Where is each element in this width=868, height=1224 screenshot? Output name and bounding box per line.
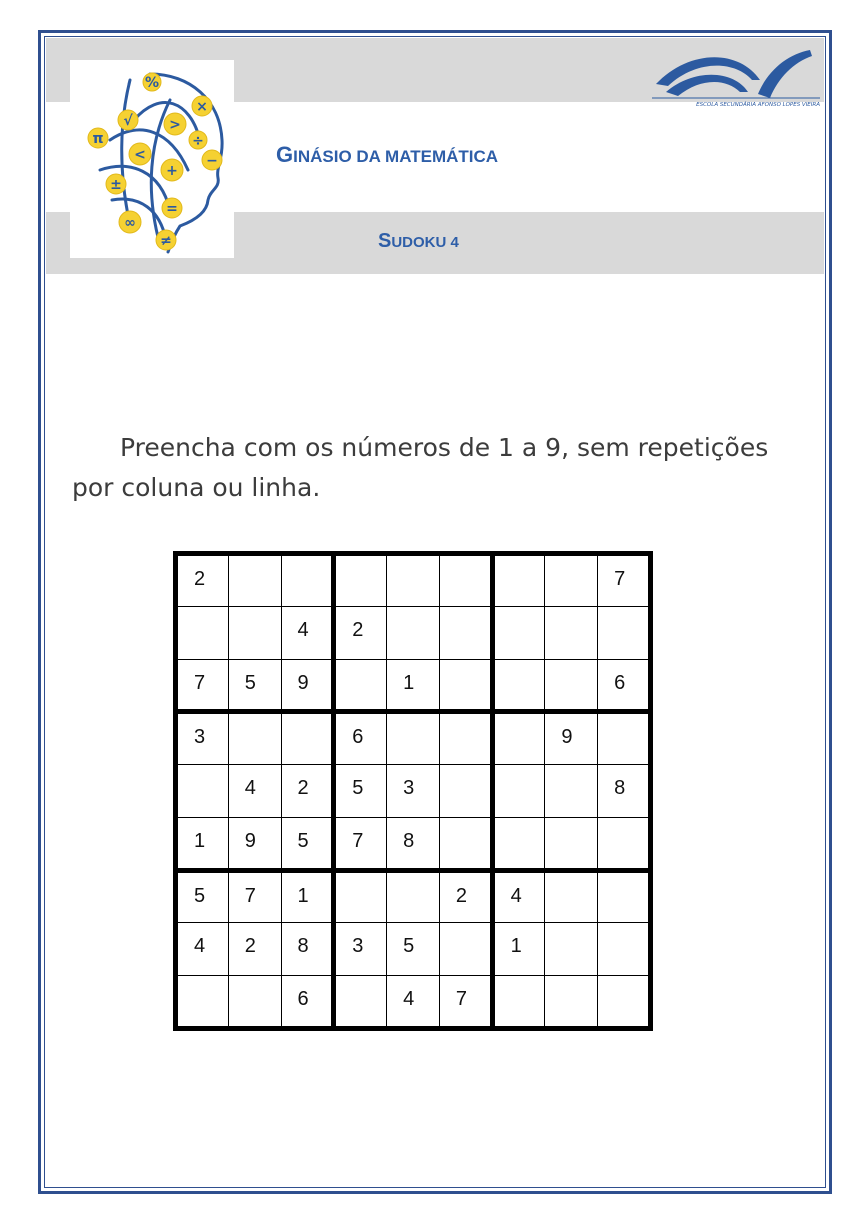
sudoku-cell[interactable] bbox=[439, 870, 492, 923]
math-gym-logo bbox=[70, 60, 234, 258]
sudoku-cell-value: 3 bbox=[194, 726, 206, 749]
sudoku-cell-value: 4 bbox=[297, 618, 309, 641]
sudoku-cell[interactable] bbox=[598, 554, 651, 607]
school-name: ESCOLA SECUNDÁRIA AFONSO LOPES VIEIRA bbox=[696, 102, 820, 108]
sudoku-cell[interactable] bbox=[439, 606, 492, 659]
sudoku-cell-value bbox=[495, 556, 545, 568]
sudoku-cell-value: 3 bbox=[352, 935, 364, 958]
sudoku-cell[interactable] bbox=[545, 817, 598, 870]
sudoku-cell-value bbox=[336, 976, 386, 988]
sudoku-cell[interactable] bbox=[228, 976, 281, 1029]
sudoku-cell[interactable] bbox=[387, 817, 440, 870]
sudoku-cell-value bbox=[440, 556, 490, 568]
sudoku-cell-value: 8 bbox=[614, 777, 626, 800]
sudoku-cell[interactable] bbox=[492, 817, 545, 870]
sudoku-cell[interactable] bbox=[228, 659, 281, 712]
page-title-rest: INÁSIO DA MATEMÁTICA bbox=[293, 147, 499, 166]
sudoku-cell-value bbox=[545, 765, 597, 777]
sudoku-cell-value: 1 bbox=[510, 935, 522, 958]
sudoku-cell-value bbox=[598, 607, 648, 619]
sudoku-cell[interactable] bbox=[176, 606, 229, 659]
sudoku-cell-value bbox=[495, 765, 545, 777]
sudoku-cell[interactable] bbox=[387, 659, 440, 712]
sudoku-cell-value bbox=[598, 818, 648, 830]
sudoku-cell-value: 4 bbox=[510, 884, 522, 907]
sudoku-cell[interactable] bbox=[598, 712, 651, 765]
sudoku-cell[interactable] bbox=[281, 659, 334, 712]
sudoku-cell-value bbox=[495, 976, 545, 988]
sudoku-cell-value: 5 bbox=[194, 884, 206, 907]
sudoku-cell[interactable] bbox=[598, 923, 651, 976]
sudoku-cell[interactable] bbox=[439, 817, 492, 870]
sudoku-row bbox=[176, 712, 651, 765]
sudoku-cell-value bbox=[495, 607, 545, 619]
sudoku-cell-value bbox=[440, 607, 490, 619]
sudoku-cell-value: 7 bbox=[352, 829, 364, 852]
sudoku-cell[interactable] bbox=[492, 765, 545, 818]
sudoku-cell[interactable] bbox=[334, 870, 387, 923]
sudoku-cell[interactable] bbox=[545, 923, 598, 976]
sudoku-cell[interactable] bbox=[387, 606, 440, 659]
sudoku-cell-value bbox=[495, 714, 545, 726]
sudoku-row bbox=[176, 606, 651, 659]
sudoku-cell[interactable] bbox=[439, 765, 492, 818]
sudoku-cell[interactable] bbox=[176, 976, 229, 1029]
logo-symbol: < bbox=[134, 147, 146, 163]
sudoku-cell-value bbox=[598, 976, 648, 988]
sudoku-cell-value: 8 bbox=[297, 935, 309, 958]
sudoku-cell[interactable] bbox=[439, 712, 492, 765]
page-title bbox=[276, 142, 498, 168]
sudoku-cell[interactable] bbox=[598, 870, 651, 923]
sudoku-cell[interactable] bbox=[228, 712, 281, 765]
sudoku-cell[interactable] bbox=[492, 712, 545, 765]
sudoku-cell-value: 7 bbox=[194, 671, 206, 694]
sudoku-cell[interactable] bbox=[387, 923, 440, 976]
sudoku-cell[interactable] bbox=[545, 606, 598, 659]
sudoku-cell-value: 9 bbox=[561, 726, 573, 749]
sudoku-cell-value: 6 bbox=[297, 988, 309, 1011]
sudoku-cell[interactable] bbox=[334, 765, 387, 818]
sudoku-cell-value: 5 bbox=[244, 671, 256, 694]
sudoku-cell-value: 6 bbox=[352, 726, 364, 749]
sudoku-cell[interactable] bbox=[387, 712, 440, 765]
sudoku-cell[interactable] bbox=[176, 870, 229, 923]
sudoku-cell-value bbox=[387, 873, 439, 885]
logo-symbol: + bbox=[166, 163, 178, 179]
sudoku-cell-value bbox=[545, 607, 597, 619]
sudoku-cell-value: 4 bbox=[194, 935, 206, 958]
sudoku-cell[interactable] bbox=[492, 976, 545, 1029]
sudoku-cell-value: 4 bbox=[244, 777, 256, 800]
sudoku-cell[interactable] bbox=[176, 817, 229, 870]
sudoku-cell[interactable] bbox=[598, 659, 651, 712]
sudoku-cell-value bbox=[229, 714, 281, 726]
sudoku-cell[interactable] bbox=[439, 923, 492, 976]
sudoku-cell[interactable] bbox=[281, 870, 334, 923]
sudoku-cell[interactable] bbox=[228, 606, 281, 659]
sudoku-cell-value bbox=[495, 660, 545, 672]
sudoku-cell[interactable] bbox=[492, 554, 545, 607]
instructions-text: Preencha com os números de 1 a 9, sem repetições por coluna ou linha. bbox=[72, 433, 769, 502]
sudoku-cell-value bbox=[282, 714, 332, 726]
sudoku-cell[interactable] bbox=[176, 923, 229, 976]
sudoku-cell[interactable] bbox=[281, 554, 334, 607]
sudoku-cell-value bbox=[598, 923, 648, 935]
sudoku-cell[interactable] bbox=[228, 923, 281, 976]
sudoku-cell[interactable] bbox=[334, 976, 387, 1029]
sudoku-cell[interactable] bbox=[545, 554, 598, 607]
page-subtitle-rest: UDOKU 4 bbox=[391, 234, 459, 251]
sudoku-row bbox=[176, 765, 651, 818]
sudoku-cell[interactable] bbox=[334, 923, 387, 976]
sudoku-cell[interactable] bbox=[492, 923, 545, 976]
logo-symbol: = bbox=[166, 201, 178, 217]
page-subtitle bbox=[378, 230, 459, 253]
sudoku-cell-value bbox=[229, 556, 281, 568]
sudoku-cell[interactable] bbox=[228, 870, 281, 923]
sudoku-cell-value bbox=[336, 556, 386, 568]
sudoku-cell-value bbox=[178, 976, 228, 988]
sudoku-cell-value: 9 bbox=[244, 829, 256, 852]
sudoku-cell-value: 1 bbox=[194, 829, 206, 852]
sudoku-cell[interactable] bbox=[387, 870, 440, 923]
sudoku-row bbox=[176, 923, 651, 976]
sudoku-cell-value bbox=[178, 765, 228, 777]
sudoku-cell-value bbox=[387, 556, 439, 568]
sudoku-cell-value bbox=[440, 923, 490, 935]
sudoku-cell[interactable] bbox=[598, 765, 651, 818]
sudoku-cell-value bbox=[545, 976, 597, 988]
sudoku-cell-value bbox=[545, 923, 597, 935]
sudoku-cell-value: 2 bbox=[352, 618, 364, 641]
sudoku-cell-value: 8 bbox=[403, 829, 415, 852]
logo-symbol: ≠ bbox=[160, 233, 172, 249]
logo-symbol: ± bbox=[110, 177, 122, 193]
sudoku-cell-value bbox=[545, 873, 597, 885]
sudoku-cell-value bbox=[229, 607, 281, 619]
sudoku-cell[interactable] bbox=[545, 870, 598, 923]
sudoku-cell[interactable] bbox=[439, 659, 492, 712]
sudoku-cell[interactable] bbox=[439, 976, 492, 1029]
logo-symbol: ÷ bbox=[192, 133, 204, 149]
sudoku-row bbox=[176, 554, 651, 607]
sudoku-cell[interactable] bbox=[387, 765, 440, 818]
sudoku-cell-value bbox=[440, 765, 490, 777]
sudoku-cell-value: 1 bbox=[403, 671, 415, 694]
sudoku-cell-value bbox=[282, 556, 332, 568]
sudoku-cell[interactable] bbox=[492, 870, 545, 923]
sudoku-cell-value: 5 bbox=[352, 777, 364, 800]
sudoku-cell-value bbox=[336, 660, 386, 672]
sudoku-cell-value: 5 bbox=[403, 935, 415, 958]
sudoku-cell-value: 9 bbox=[297, 671, 309, 694]
sudoku-row bbox=[176, 817, 651, 870]
sudoku-cell-value: 2 bbox=[455, 884, 467, 907]
sudoku-cell[interactable] bbox=[545, 712, 598, 765]
sudoku-cell[interactable] bbox=[228, 765, 281, 818]
logo-symbol: × bbox=[196, 99, 208, 115]
sudoku-cell-value bbox=[545, 660, 597, 672]
sudoku-cell[interactable] bbox=[334, 554, 387, 607]
sudoku-cell-value bbox=[387, 607, 439, 619]
sudoku-cell-value: 2 bbox=[297, 777, 309, 800]
sudoku-cell-value bbox=[229, 976, 281, 988]
sudoku-cell[interactable] bbox=[492, 659, 545, 712]
logo-symbol: ∞ bbox=[124, 215, 136, 231]
sudoku-cell-value bbox=[440, 660, 490, 672]
sudoku-cell-value bbox=[336, 873, 386, 885]
sudoku-cell[interactable] bbox=[281, 765, 334, 818]
sudoku-cell-value: 7 bbox=[455, 988, 467, 1011]
sudoku-cell-value: 4 bbox=[403, 988, 415, 1011]
sudoku-cell[interactable] bbox=[281, 817, 334, 870]
sudoku-cell[interactable] bbox=[281, 712, 334, 765]
sudoku-cell-value bbox=[178, 607, 228, 619]
sudoku-cell-value: 6 bbox=[614, 671, 626, 694]
sudoku-cell[interactable] bbox=[492, 606, 545, 659]
sudoku-cell[interactable] bbox=[334, 712, 387, 765]
sudoku-cell[interactable] bbox=[545, 976, 598, 1029]
sudoku-cell-value bbox=[495, 818, 545, 830]
sudoku-cell[interactable] bbox=[545, 659, 598, 712]
sudoku-cell[interactable] bbox=[334, 659, 387, 712]
sudoku-cell[interactable] bbox=[176, 659, 229, 712]
sudoku-cell-value bbox=[598, 873, 648, 885]
sudoku-cell[interactable] bbox=[439, 554, 492, 607]
sudoku-cell[interactable] bbox=[281, 606, 334, 659]
sudoku-cell-value: 1 bbox=[297, 884, 309, 907]
logo-symbol: π bbox=[92, 131, 104, 147]
sudoku-cell-value bbox=[387, 714, 439, 726]
sudoku-cell[interactable] bbox=[545, 765, 598, 818]
sudoku-cell-value: 7 bbox=[244, 884, 256, 907]
sudoku-cell-value: 2 bbox=[244, 935, 256, 958]
logo-symbol: − bbox=[206, 153, 218, 169]
page-subtitle-initial: S bbox=[378, 230, 392, 252]
sudoku-cell-value bbox=[598, 714, 648, 726]
sudoku-row bbox=[176, 976, 651, 1029]
sudoku-cell[interactable] bbox=[598, 817, 651, 870]
sudoku-row bbox=[176, 659, 651, 712]
sudoku-cell[interactable] bbox=[176, 765, 229, 818]
sudoku-cell-value bbox=[545, 556, 597, 568]
sudoku-cell-value: 7 bbox=[614, 568, 626, 590]
sudoku-row bbox=[176, 870, 651, 923]
sudoku-cell[interactable] bbox=[334, 817, 387, 870]
logo-symbol: % bbox=[144, 75, 160, 91]
sudoku-cell-value bbox=[545, 818, 597, 830]
sudoku-cell[interactable] bbox=[228, 554, 281, 607]
sudoku-cell[interactable] bbox=[281, 923, 334, 976]
sudoku-cell-value: 2 bbox=[194, 568, 206, 590]
sudoku-cell[interactable] bbox=[598, 976, 651, 1029]
sudoku-cell-value bbox=[440, 714, 490, 726]
sudoku-cell[interactable] bbox=[228, 817, 281, 870]
sudoku-cell[interactable] bbox=[387, 976, 440, 1029]
school-logo bbox=[648, 40, 824, 110]
sudoku-cell-value: 5 bbox=[297, 829, 309, 852]
sudoku-cell-value: 3 bbox=[403, 777, 415, 800]
logo-symbol: > bbox=[169, 117, 181, 133]
sudoku-cell[interactable] bbox=[176, 554, 229, 607]
sudoku-cell[interactable] bbox=[387, 554, 440, 607]
page-title-initial: G bbox=[276, 142, 294, 167]
sudoku-cell[interactable] bbox=[281, 976, 334, 1029]
logo-symbol: √ bbox=[123, 113, 133, 129]
sudoku-cell[interactable] bbox=[176, 712, 229, 765]
sudoku-cell[interactable] bbox=[598, 606, 651, 659]
sudoku-cell-value bbox=[440, 818, 490, 830]
sudoku-grid bbox=[173, 551, 653, 1031]
sudoku-cell[interactable] bbox=[334, 606, 387, 659]
